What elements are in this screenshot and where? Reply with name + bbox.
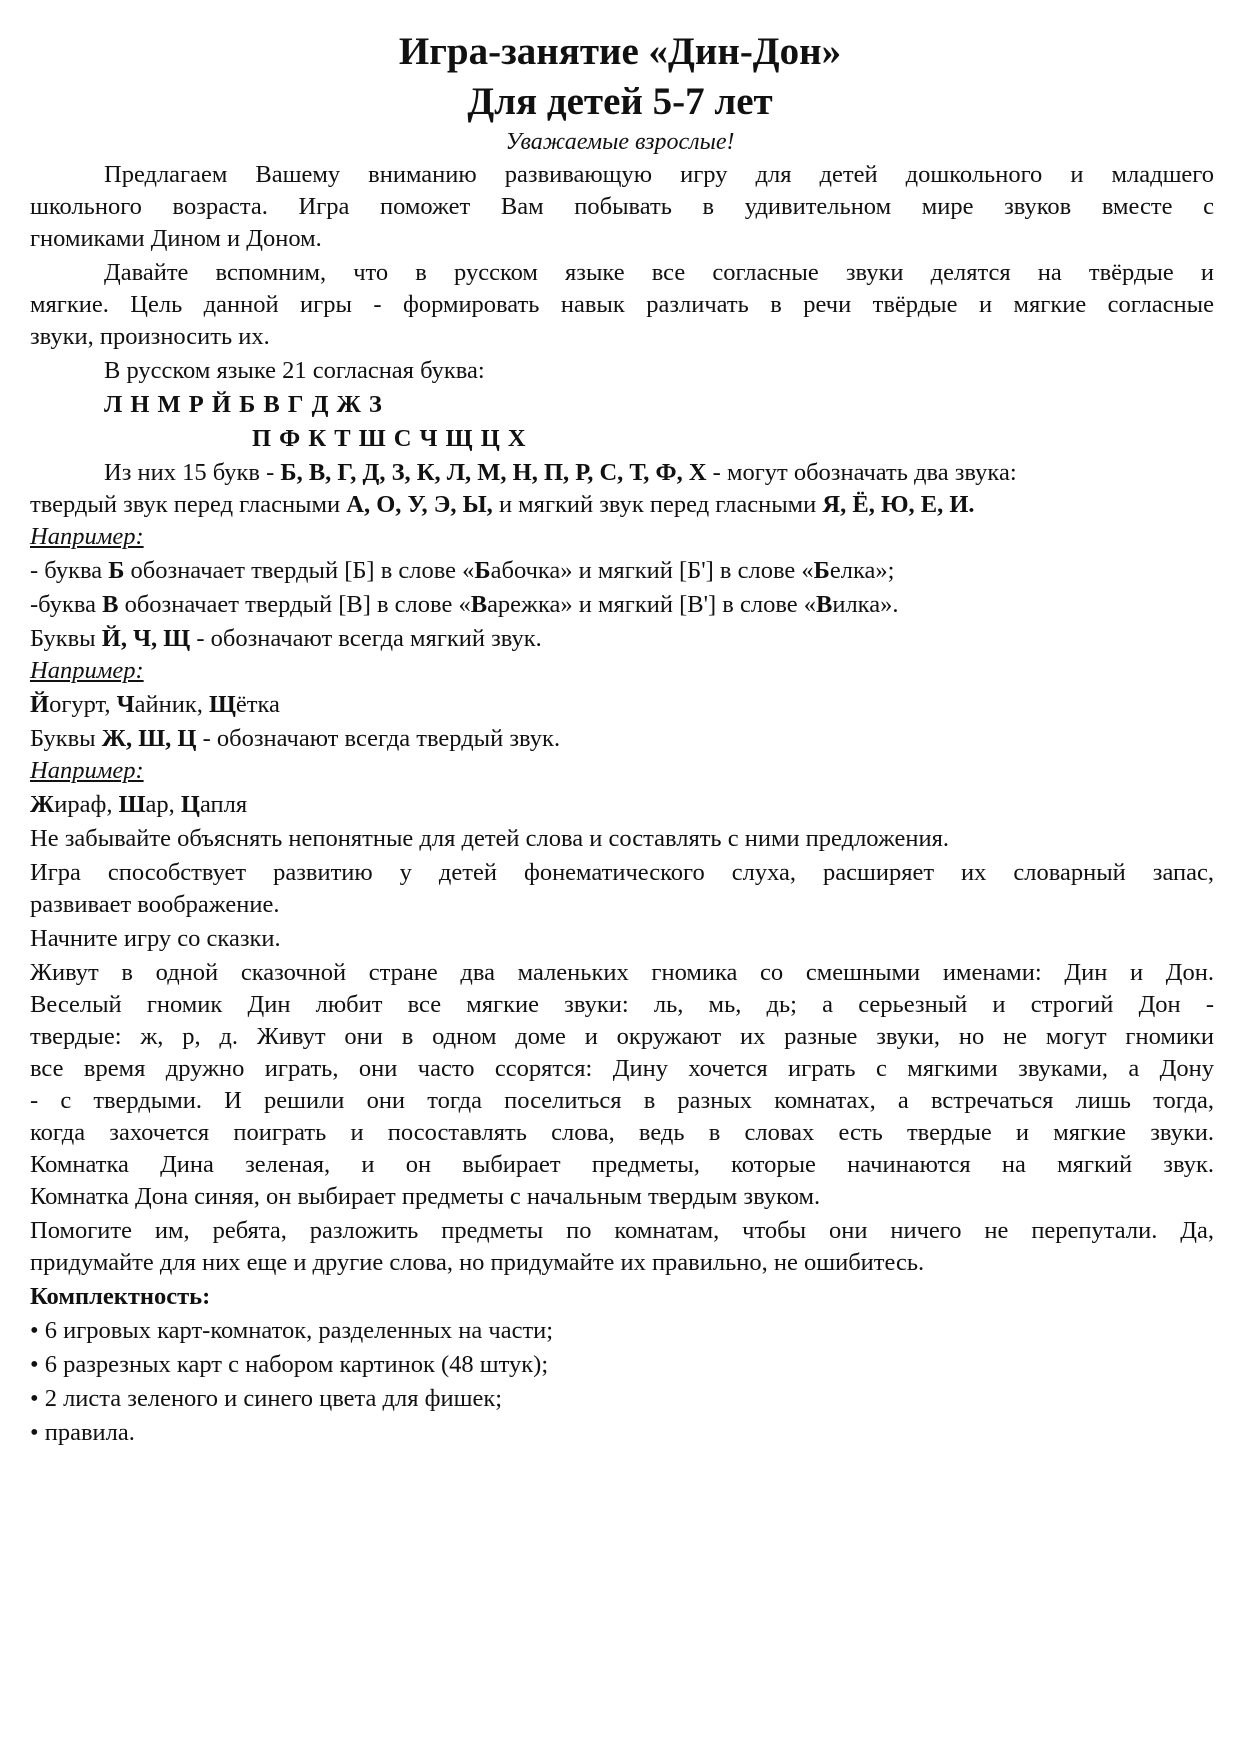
story-line-2: Веселый гномик Дин любит все мягкие звуки: ль, мь, дь; а серьезный и строгий Дон - (30, 991, 1214, 1018)
story-line-3: твердые: ж, р, д. Живут они в одном доме и окружают их разные звуки, но не могут гномики (30, 1023, 1214, 1050)
kit-item: • правила. (30, 1419, 135, 1446)
story-line-10: придумайте для них еще и другие слова, но придумайте их правильно, не ошибитесь. (30, 1249, 925, 1276)
intro-p1-line3: гномиками Дином и Доном. (30, 225, 322, 252)
soft-examples: Йогурт, Чайник, Щётка (30, 691, 280, 718)
body-line-3: развивает воображение. (30, 891, 280, 918)
consonant-letters-row2: П Ф К Т Ш С Ч Щ Ц Х (252, 425, 527, 452)
soft-letters-note: Буквы Й, Ч, Щ - обозначают всегда мягкий звук. (30, 625, 542, 652)
intro-p2-line3: звуки, произносить их. (30, 323, 270, 350)
paired-letters-line1: Из них 15 букв - Б, В, Г, Д, З, К, Л, М, Н, П, Р, С, Т, Ф, Х - могут обозначать два звука: (104, 459, 1017, 486)
intro-p2-line1: Давайте вспомним, что в русском языке все согласные звуки делятся на твёрдые и (104, 259, 1214, 286)
intro-p2-line2: мягкие. Цель данной игры - формировать навык различать в речи твёрдые и мягкие согласные (30, 291, 1214, 318)
consonant-letters-row1: Л Н М Р Й Б В Г Д Ж З (104, 391, 383, 418)
story-line-1: Живут в одной сказочной стране два маленьких гномика со смешными именами: Дин и Дон. (30, 959, 1214, 986)
story-line-7: Комнатка Дина зеленая, и он выбирает предметы, которые начинаются на мягкий звук. (30, 1151, 1214, 1178)
kit-heading: Комплектность: (30, 1283, 211, 1310)
intro-p1-line1: Предлагаем Вашему вниманию развивающую игру для детей дошкольного и младшего (104, 161, 1214, 188)
example-label: Например: (30, 757, 144, 784)
example-label: Например: (30, 523, 144, 550)
greeting: Уважаемые взрослые! (505, 129, 735, 155)
body-line-1: Не забывайте объяснять непонятные для детей слова и составлять с ними предложения. (30, 825, 950, 852)
story-line-4: все время дружно играть, они часто ссорятся: Дину хочется играть с мягкими звуками, а Дону (30, 1055, 1214, 1082)
story-line-6: когда захочется поиграть и посоставлять слова, ведь в словах есть твердые и мягкие звуки. (30, 1119, 1214, 1146)
hard-letters-note: Буквы Ж, Ш, Ц - обозначают всегда твердый звук. (30, 725, 561, 752)
intro-p3: В русском языке 21 согласная буква: (104, 357, 485, 384)
intro-p1-line2: школьного возраста. Игра поможет Вам побывать в удивительном мире звуков вместе с (30, 193, 1214, 220)
paired-letters-line2: твердый звук перед гласными А, О, У, Э, Ы, и мягкий звук перед гласными Я, Ё, Ю, Е, И. (30, 491, 975, 518)
story-line-9: Помогите им, ребята, разложить предметы по комнатам, чтобы они ничего не перепутали. Да, (30, 1217, 1214, 1244)
hard-examples: Жираф, Шар, Цапля (30, 791, 248, 818)
kit-item: • 6 разрезных карт с набором картинок (48 штук); (30, 1351, 549, 1378)
example-b: - буква Б обозначает твердый [Б] в слове «Бабочка» и мягкий [Б'] в слове «Белка»; (30, 557, 895, 584)
example-label: Например: (30, 657, 144, 684)
kit-item: • 2 листа зеленого и синего цвета для фишек; (30, 1385, 503, 1412)
document-title: Игра-занятие «Дин-Дон» (398, 30, 842, 73)
kit-item: • 6 игровых карт-комнаток, разделенных на части; (30, 1317, 554, 1344)
story-line-8: Комнатка Дона синяя, он выбирает предметы с начальным твердым звуком. (30, 1183, 821, 1210)
body-line-4: Начните игру со сказки. (30, 925, 281, 952)
example-v: -буква В обозначает твердый [В] в слове «Варежка» и мягкий [В'] в слове «Вилка». (30, 591, 899, 618)
document-subtitle: Для детей 5-7 лет (467, 80, 773, 123)
story-line-5: - с твердыми. И решили они тогда поселиться в разных комнатах, а встречаться лишь тогда, (30, 1087, 1214, 1114)
body-line-2: Игра способствует развитию у детей фонематического слуха, расширяет их словарный запас, (30, 859, 1214, 886)
